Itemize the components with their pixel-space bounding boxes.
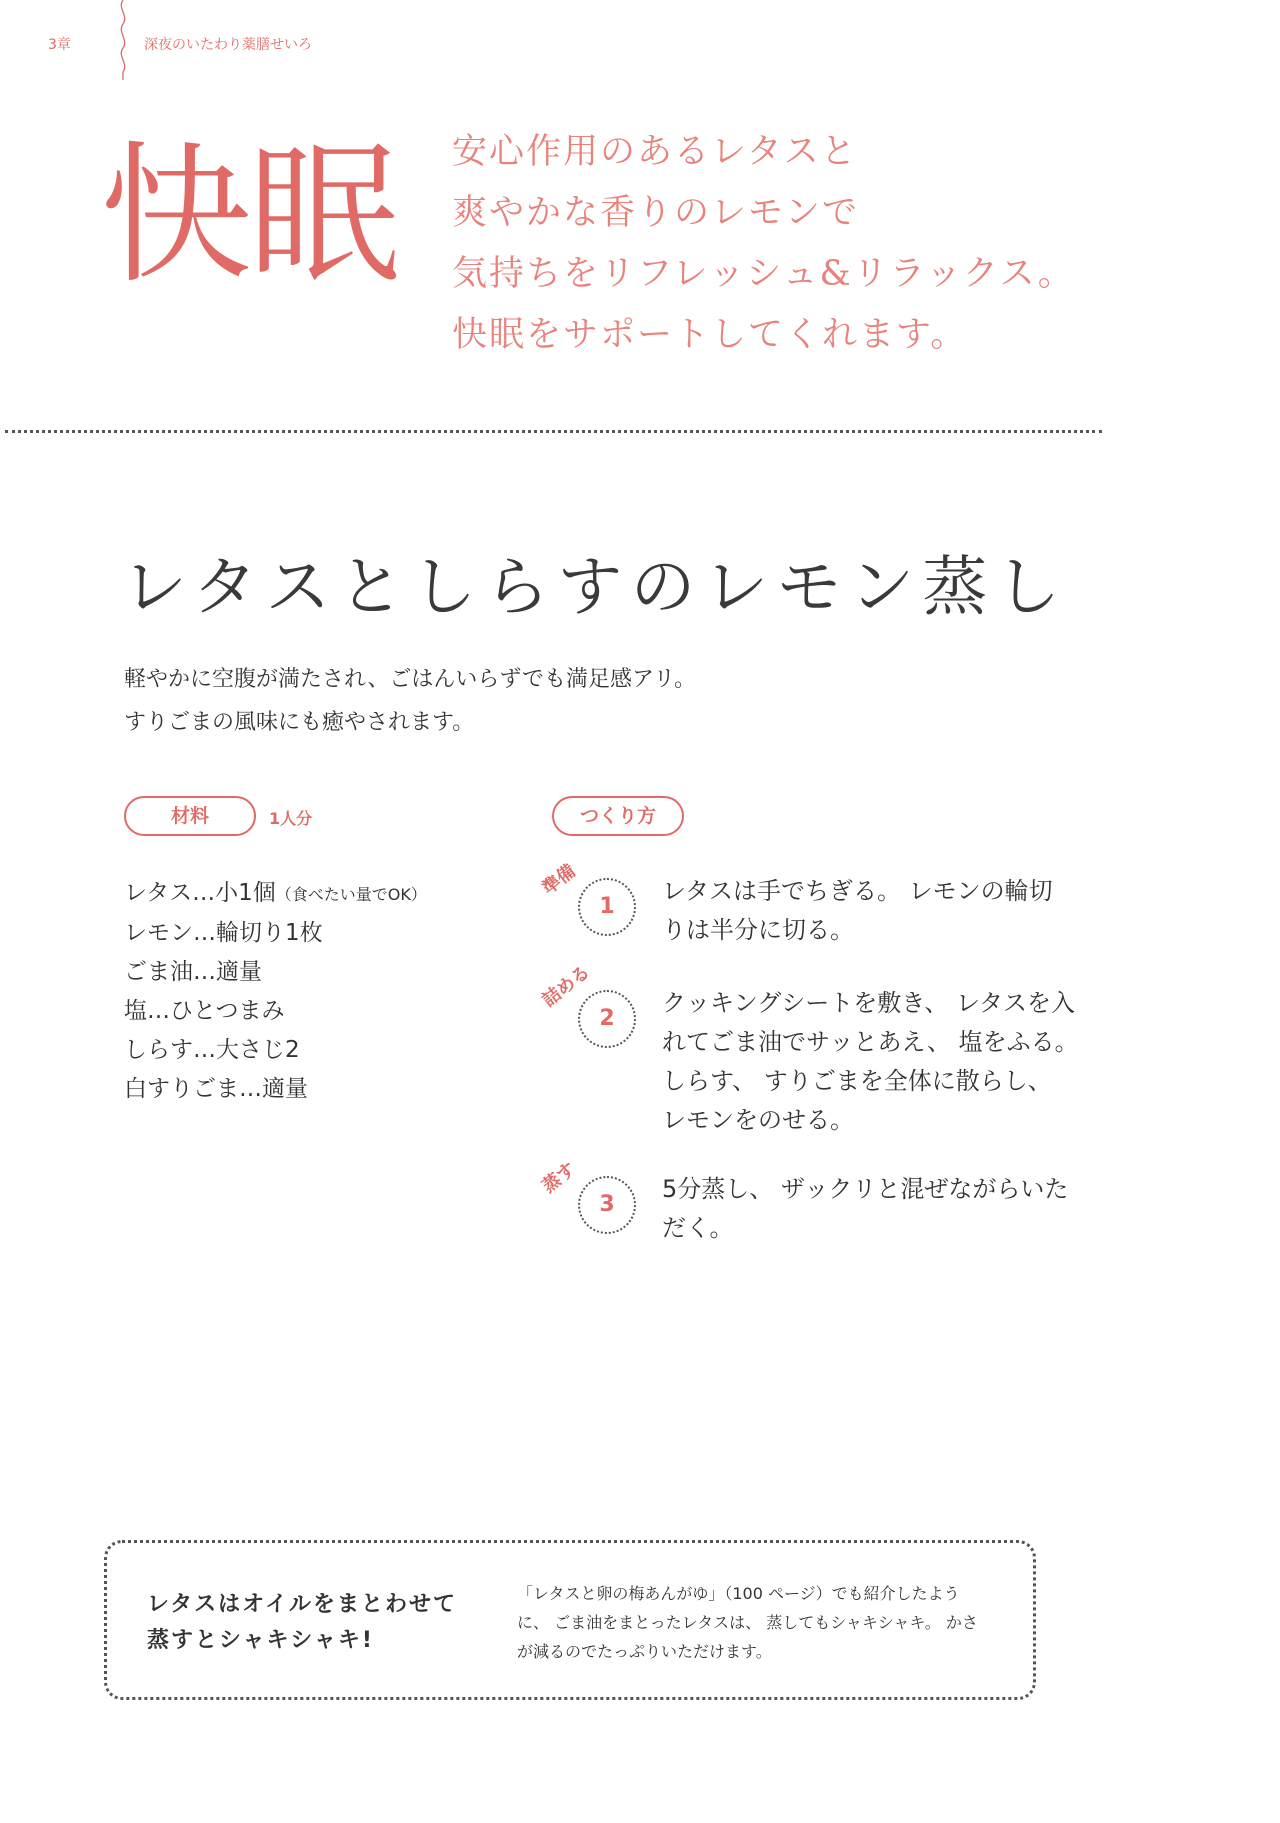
chapter-label: 3章 — [48, 37, 71, 53]
ingredient-item: レモン…輪切り1枚 — [124, 920, 323, 946]
intro-line: すりごまの風味にも癒やされます。 — [124, 710, 475, 735]
ingredient-item: ごま油…適量 — [124, 959, 262, 985]
recipe-intro — [124, 658, 696, 744]
step-line: れてごま油でサッとあえ、 塩をふる。 — [662, 1028, 1079, 1056]
step-badge — [538, 961, 640, 1054]
step-line: 5分蒸し、 ザックリと混ぜながらいた — [662, 1175, 1069, 1203]
tip-heading-line: 蒸すとシャキシャキ! — [147, 1628, 374, 1653]
step-tag: 詰める — [538, 961, 594, 1012]
tip-body-line: が減るのでたっぷりいただけます。 — [517, 1642, 772, 1661]
step-tag: 蒸す — [538, 1158, 580, 1198]
hero-line: 爽やかな香りのレモンで — [452, 193, 860, 233]
hero-line: 気持ちをリフレッシュ&リラックス。 — [452, 254, 1075, 294]
step-line: レタスは手でちぎる。 レモンの輪切 — [662, 877, 1053, 905]
tip-body-line: に、 ごま油をまとったレタスは、 蒸してもシャキシャキ。 かさ — [517, 1613, 978, 1632]
hero-line: 快眠をサポートしてくれます。 — [452, 315, 968, 355]
hero-description — [452, 122, 1075, 366]
step-text — [662, 1170, 1092, 1248]
hero-line: 安心作用のあるレタスと — [452, 132, 858, 172]
step-text — [662, 984, 1092, 1140]
step-line: りは半分に切る。 — [662, 916, 854, 944]
step-badge — [538, 1158, 640, 1240]
step-number: 1 — [599, 894, 615, 919]
tip-box — [104, 1540, 1036, 1700]
step-tag: 準備 — [538, 860, 580, 900]
method-label: つくり方 — [552, 796, 684, 836]
ingredient-note: （食べたい量でOK） — [275, 885, 427, 904]
recipe-title: レタスとしらすのレモン蒸し — [122, 550, 1069, 625]
tip-heading-line: レタスはオイルをまとわせて — [147, 1592, 458, 1617]
ingredient-item: 白すりごま…適量 — [124, 1076, 308, 1102]
ingredient-item: レタス…小1個（食べたい量でOK） — [124, 880, 427, 906]
step-number: 3 — [599, 1192, 615, 1217]
tip-body — [517, 1579, 978, 1666]
ingredient-item: 塩…ひとつまみ — [124, 998, 285, 1024]
step-line: クッキングシートを敷き、 レタスを入 — [662, 989, 1075, 1017]
section-name: 深夜のいたわり薬膳せいろ — [144, 37, 312, 53]
hero-title: 快眠 — [100, 127, 396, 304]
materials-label: 材料 — [124, 796, 256, 836]
step-text — [662, 872, 1092, 950]
servings-label: 1人分 — [269, 809, 313, 828]
tip-body-line: 「レタスと卵の梅あんがゆ」（100 ページ）でも紹介したよう — [517, 1584, 960, 1603]
ingredient-list — [124, 874, 427, 1109]
step-line: レモンをのせる。 — [662, 1106, 854, 1134]
step-number: 2 — [599, 1006, 615, 1031]
tip-heading — [147, 1587, 457, 1659]
wavy-divider-icon — [116, 0, 130, 80]
step-line: だく。 — [662, 1214, 734, 1242]
dotted-divider — [5, 430, 1102, 433]
step-badge — [538, 860, 640, 942]
step-line: しらす、 すりごまを全体に散らし、 — [662, 1067, 1052, 1095]
intro-line: 軽やかに空腹が満たされ、ごはんいらずでも満足感アリ。 — [124, 667, 697, 692]
ingredient-item: しらす…大さじ2 — [124, 1037, 300, 1063]
